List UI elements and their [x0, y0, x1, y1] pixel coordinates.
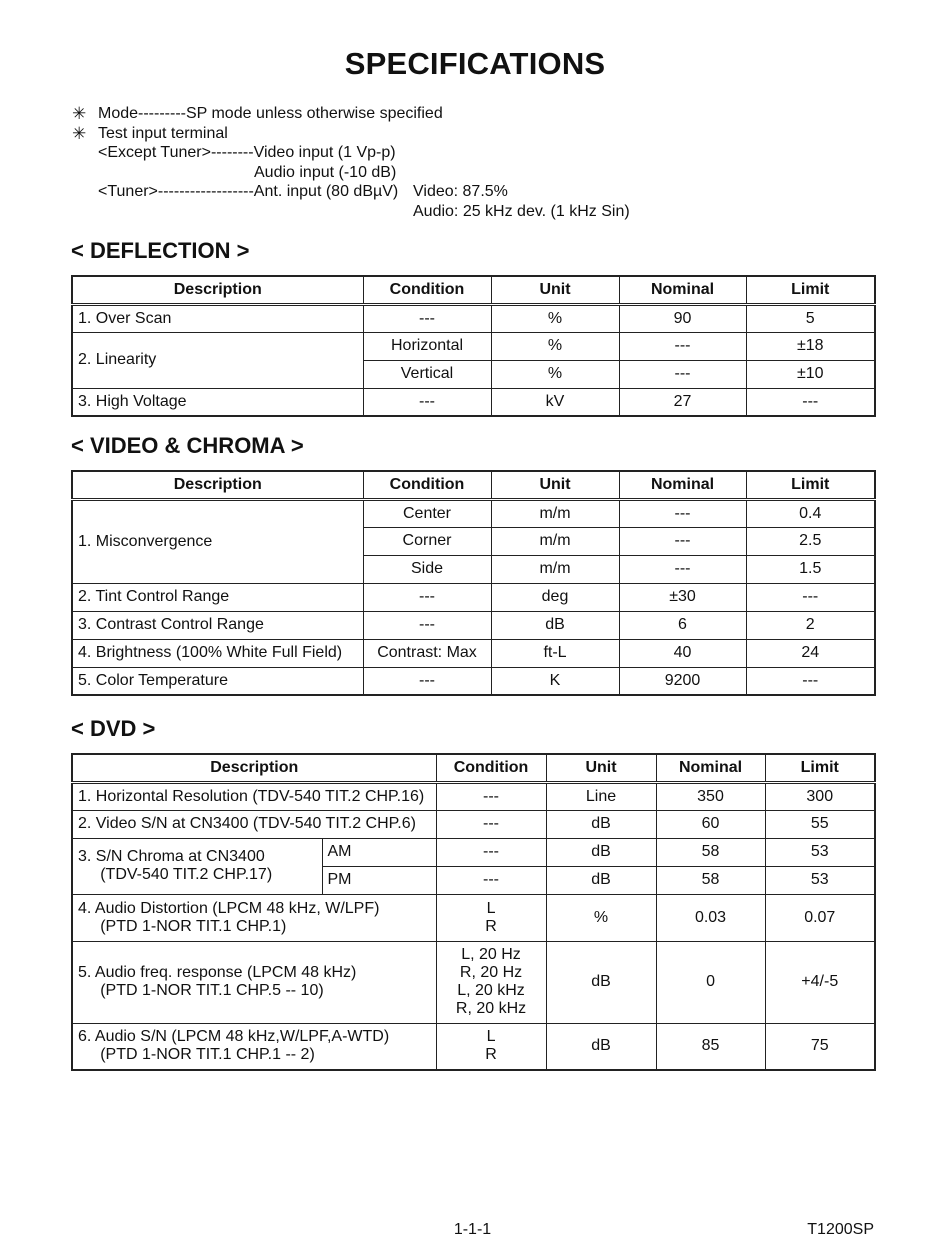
- cell-condition: ---: [363, 388, 491, 416]
- note-mode: [72, 104, 630, 124]
- cell-nominal: ---: [619, 332, 746, 360]
- header-limit: Limit: [765, 754, 875, 782]
- dvd-table: [71, 753, 876, 1071]
- cell-description: 1. Horizontal Resolution (TDV-540 TIT.2 CHP.16): [72, 782, 436, 810]
- table-row: [72, 667, 875, 695]
- cell-nominal: 58: [656, 866, 765, 894]
- cell-nominal: ---: [619, 555, 746, 583]
- cell-nominal: ---: [619, 499, 746, 527]
- cell-condition: L R: [436, 894, 546, 941]
- header-unit: Unit: [546, 754, 656, 782]
- table-row: [72, 894, 875, 941]
- table-row: [72, 838, 875, 866]
- cell-condition: ---: [363, 304, 491, 332]
- deflection-title: < DEFLECTION >: [71, 238, 250, 263]
- cell-nominal: 58: [656, 838, 765, 866]
- cell-unit: Line: [546, 782, 656, 810]
- cell-unit: dB: [546, 838, 656, 866]
- cell-condition: ---: [363, 611, 491, 639]
- cell-limit: ---: [746, 388, 875, 416]
- dvd-title: < DVD >: [71, 716, 156, 741]
- cell-limit: 2.5: [746, 527, 875, 555]
- cell-limit: ---: [746, 667, 875, 695]
- note-tuner-audio: Audio: 25 kHz dev. (1 kHz Sin): [413, 202, 630, 220]
- header-description: Description: [72, 471, 363, 499]
- cell-unit: dB: [546, 866, 656, 894]
- cell-limit: 5: [746, 304, 875, 332]
- deflection-table: [71, 275, 876, 417]
- table-header-row: [72, 471, 875, 499]
- cell-unit: m/m: [491, 555, 619, 583]
- header-unit: Unit: [491, 471, 619, 499]
- note-tuner-ant: <Tuner>------------------Ant. input (80 dBµV): [98, 183, 399, 200]
- cell-description: 1. Over Scan: [72, 304, 363, 332]
- cell-unit: dB: [546, 941, 656, 1023]
- cell-nominal: 90: [619, 304, 746, 332]
- cell-description: 6. Audio S/N (LPCM 48 kHz,W/LPF,A-WTD) (PTD 1-NOR TIT.1 CHP.1 -- 2): [72, 1023, 436, 1070]
- header-nominal: Nominal: [619, 471, 746, 499]
- table-row: [72, 639, 875, 667]
- cell-description: 5. Color Temperature: [72, 667, 363, 695]
- cell-condition: L R: [436, 1023, 546, 1070]
- cell-condition: ---: [436, 782, 546, 810]
- cell-limit: 2: [746, 611, 875, 639]
- cell-description: 3. Contrast Control Range: [72, 611, 363, 639]
- cell-limit: 0.4: [746, 499, 875, 527]
- cell-description: 2. Video S/N at CN3400 (TDV-540 TIT.2 CHP.6): [72, 810, 436, 838]
- cell-nominal: 85: [656, 1023, 765, 1070]
- cell-nominal: 0.03: [656, 894, 765, 941]
- header-condition: Condition: [363, 471, 491, 499]
- table-row: [72, 611, 875, 639]
- cell-description: 5. Audio freq. response (LPCM 48 kHz) (PTD 1-NOR TIT.1 CHP.5 -- 10): [72, 941, 436, 1023]
- cell-nominal: 6: [619, 611, 746, 639]
- cell-condition: ---: [436, 838, 546, 866]
- cell-unit: %: [491, 332, 619, 360]
- cell-unit: ft-L: [491, 639, 619, 667]
- note-except-tuner-video: <Except Tuner>--------Video input (1 Vp-p): [98, 144, 396, 161]
- cell-condition: L, 20 Hz R, 20 Hz L, 20 kHz R, 20 kHz: [436, 941, 546, 1023]
- cell-description: 1. Misconvergence: [72, 499, 363, 583]
- note-except-tuner-audio: Audio input (-10 dB): [254, 163, 397, 181]
- document-code: T1200SP: [807, 1221, 874, 1238]
- table-row: [72, 1023, 875, 1070]
- cell-description: 3. S/N Chroma at CN3400 (TDV-540 TIT.2 CHP.17): [72, 838, 322, 894]
- header-condition: Condition: [363, 276, 491, 304]
- cell-limit: ±18: [746, 332, 875, 360]
- cell-limit: +4/-5: [765, 941, 875, 1023]
- cell-condition: Corner: [363, 527, 491, 555]
- cell-nominal: ---: [619, 360, 746, 388]
- table-row: [72, 941, 875, 1023]
- table-row: [72, 332, 875, 360]
- page-number: 1-1-1: [453, 1221, 492, 1238]
- cell-description: 3. High Voltage: [72, 388, 363, 416]
- table-row: [72, 499, 875, 527]
- cell-description: 2. Linearity: [72, 332, 363, 388]
- cell-unit: dB: [491, 611, 619, 639]
- cell-limit: 53: [765, 866, 875, 894]
- cell-limit: 1.5: [746, 555, 875, 583]
- test-conditions-notes: [72, 104, 630, 221]
- cell-limit: ±10: [746, 360, 875, 388]
- note-tuner: [72, 182, 630, 202]
- cell-limit: 55: [765, 810, 875, 838]
- cell-limit: 53: [765, 838, 875, 866]
- cell-unit: m/m: [491, 499, 619, 527]
- cell-unit: dB: [546, 1023, 656, 1070]
- header-nominal: Nominal: [619, 276, 746, 304]
- cell-description: 4. Audio Distortion (LPCM 48 kHz, W/LPF) (PTD 1-NOR TIT.1 CHP.1): [72, 894, 436, 941]
- cell-nominal: ---: [619, 527, 746, 555]
- cell-condition: Center: [363, 499, 491, 527]
- cell-nominal: ±30: [619, 583, 746, 611]
- cell-unit: K: [491, 667, 619, 695]
- video-chroma-title: < VIDEO & CHROMA >: [71, 433, 304, 458]
- header-description: Description: [72, 276, 363, 304]
- header-limit: Limit: [746, 276, 875, 304]
- note-tuner-video: Video: 87.5%: [413, 183, 508, 200]
- cell-nominal: 60: [656, 810, 765, 838]
- header-condition: Condition: [436, 754, 546, 782]
- cell-limit: 24: [746, 639, 875, 667]
- cell-description: 4. Brightness (100% White Full Field): [72, 639, 363, 667]
- cell-unit: m/m: [491, 527, 619, 555]
- cell-nominal: 0: [656, 941, 765, 1023]
- cell-nominal: 40: [619, 639, 746, 667]
- cell-nominal: 9200: [619, 667, 746, 695]
- cell-unit: %: [491, 360, 619, 388]
- table-row: [72, 388, 875, 416]
- header-unit: Unit: [491, 276, 619, 304]
- note-test-input-text: Test input terminal: [98, 124, 228, 142]
- cell-subcondition: AM: [322, 838, 436, 866]
- header-limit: Limit: [746, 471, 875, 499]
- table-row: [72, 583, 875, 611]
- asterisk-icon: ✳: [72, 104, 87, 123]
- table-header-row: [72, 276, 875, 304]
- cell-condition: Side: [363, 555, 491, 583]
- cell-limit: 75: [765, 1023, 875, 1070]
- table-header-row: [72, 754, 875, 782]
- table-row: [72, 810, 875, 838]
- asterisk-icon: ✳: [72, 123, 87, 143]
- cell-condition: ---: [363, 667, 491, 695]
- cell-subcondition: PM: [322, 866, 436, 894]
- note-test-input: [72, 124, 630, 144]
- cell-unit: %: [491, 304, 619, 332]
- cell-limit: 0.07: [765, 894, 875, 941]
- cell-description: 2. Tint Control Range: [72, 583, 363, 611]
- cell-nominal: 27: [619, 388, 746, 416]
- cell-unit: kV: [491, 388, 619, 416]
- cell-condition: Contrast: Max: [363, 639, 491, 667]
- page-title: SPECIFICATIONS: [344, 46, 606, 81]
- cell-condition: ---: [436, 810, 546, 838]
- cell-unit: deg: [491, 583, 619, 611]
- header-description: Description: [72, 754, 436, 782]
- cell-limit: 300: [765, 782, 875, 810]
- note-mode-text: Mode---------SP mode unless otherwise specified: [98, 105, 443, 122]
- cell-nominal: 350: [656, 782, 765, 810]
- cell-condition: ---: [363, 583, 491, 611]
- cell-unit: %: [546, 894, 656, 941]
- table-row: [72, 304, 875, 332]
- table-row: [72, 782, 875, 810]
- cell-condition: Horizontal: [363, 332, 491, 360]
- cell-unit: dB: [546, 810, 656, 838]
- cell-limit: ---: [746, 583, 875, 611]
- header-nominal: Nominal: [656, 754, 765, 782]
- video-chroma-table: [71, 470, 876, 696]
- cell-condition: Vertical: [363, 360, 491, 388]
- cell-condition: ---: [436, 866, 546, 894]
